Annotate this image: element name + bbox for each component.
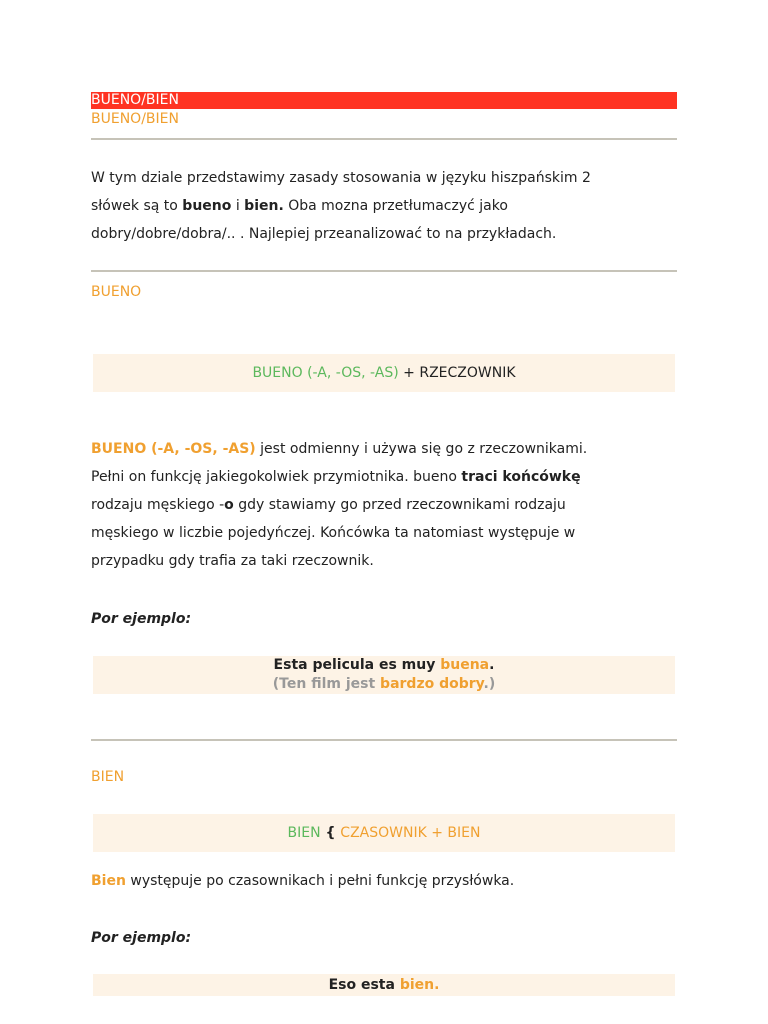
rule-orange-text: CZASOWNIK + BIEN <box>340 825 481 841</box>
bueno-form-term: BUENO (-A, -OS, -AS) <box>91 441 256 457</box>
red-title: BUENO/BIEN <box>91 92 179 108</box>
example-box-bien <box>93 974 675 996</box>
rule-box-bueno <box>93 354 675 392</box>
divider <box>91 138 677 140</box>
bien-term: Bien <box>91 873 126 889</box>
example-polish-bueno: (Ten film jest bardzo dobry.) <box>272 676 496 692</box>
bueno-line-3: rodzaju męskiego -o gdy stawiamy go przed rzeczownikami rodzaju <box>91 497 566 513</box>
example-spanish-bien: Eso esta bien. <box>328 977 440 993</box>
bueno-line-2: Pełni on funkcję jakiegokolwiek przymiotnika. bueno traci końcówkę <box>91 469 581 485</box>
bien-line-1: Bien występuje po czasownikach i pełni funkcję przysłówka. <box>91 873 515 889</box>
bueno-line-1: BUENO (-A, -OS, -AS) jest odmienny i używa się go z rzeczownikami. <box>91 441 588 457</box>
rule-box-bien <box>93 814 675 852</box>
page-title: BUENO/BIEN <box>91 111 179 127</box>
bueno-line-4: męskiego w liczbie pojedyńczej. Końcówka ta natomiast występuje w <box>91 525 576 541</box>
rule-noun-text: RZECZOWNIK <box>419 365 516 381</box>
bueno-term: bueno <box>182 198 232 214</box>
rule-formula-bueno: BUENO (-A, -OS, -AS) + RZECZOWNIK <box>252 365 516 381</box>
example-box-bueno <box>93 656 675 694</box>
rule-formula-bien: BIEN { CZASOWNIK + BIEN <box>287 825 481 841</box>
example-label-bueno: Por ejemplo: <box>91 611 192 627</box>
title-highlight-bar <box>91 92 677 109</box>
rule-green-text: BUENO (-A, -OS, -AS) <box>252 365 399 381</box>
intro-paragraph <box>91 164 677 248</box>
bien-term: bien. <box>244 198 284 214</box>
divider <box>91 739 677 741</box>
rule-green-text: BIEN <box>287 825 321 841</box>
example-label-bien: Por ejemplo: <box>91 930 192 946</box>
section-heading-bueno: BUENO <box>91 284 142 300</box>
intro-line-3: dobry/dobre/dobra/.. . Najlepiej przeanalizować to na przykładach. <box>91 226 557 242</box>
bueno-line-5: przypadku gdy trafia za taki rzeczownik. <box>91 553 374 569</box>
divider <box>91 270 677 272</box>
section-heading-bien: BIEN <box>91 769 125 785</box>
example-spanish-bueno: Esta pelicula es muy buena. <box>273 657 495 673</box>
bueno-paragraph <box>91 435 677 575</box>
bien-paragraph <box>91 867 677 895</box>
intro-line-2: słówek są to bueno i bien. Oba mozna przetłumaczyć jako <box>91 198 508 214</box>
intro-line-1: W tym dziale przedstawimy zasady stosowania w języku hiszpańskim 2 <box>91 170 591 186</box>
